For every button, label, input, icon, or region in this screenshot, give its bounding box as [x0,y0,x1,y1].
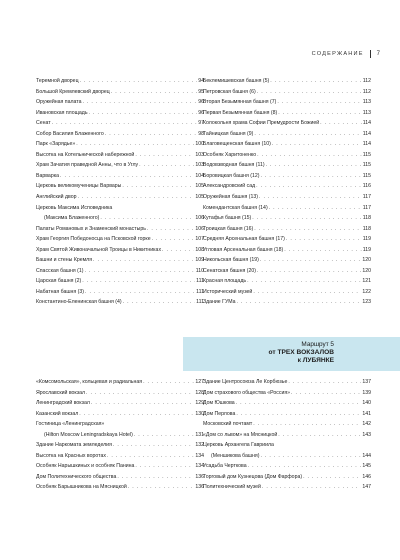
toc-entry-title: Храм Святой Живоначальной Троицы в Никитниках [36,246,162,253]
toc-entry-page: 114 [362,141,371,148]
toc-entry-title: Английский двор [36,194,77,201]
toc-entry-title: Дом Политехнического общества [36,473,117,480]
toc-entry-page: 104 [195,172,204,179]
toc-entry-title: Церковь Архангела Гавриила [203,442,274,449]
dot-leader [253,287,361,298]
dot-leader [100,213,194,224]
toc-entry-page: 136 [195,473,204,480]
toc-entry-title: (Меншикова башня) [211,452,260,459]
dot-leader [89,108,198,119]
toc-entry-title: Московский почтамт [203,421,253,428]
route-title-line2: к ЛУБЯНКЕ [297,357,334,364]
toc-entry [36,419,204,430]
running-header [312,50,380,58]
toc-entry-page: 140 [362,400,371,407]
dot-leader [78,192,195,203]
toc-entry-title: Троицкая башня (16) [203,225,254,232]
toc-entry-page: 105 [195,183,204,190]
toc-entry [203,129,371,140]
toc-entry [36,398,204,409]
toc-entry-title: Особняк Барышникова на Мясницкой [36,484,127,491]
toc-entry-page: 128 [195,389,204,396]
toc-entry-page: 114 [362,130,371,137]
dot-leader [260,451,361,462]
toc-entry-title: Оружейная башня (13) [203,194,259,201]
dot-leader [113,440,194,451]
dot-leader [252,213,361,224]
toc-entry-page: 114 [362,120,371,127]
toc-entry-page: 120 [362,257,371,264]
dot-leader [147,224,194,235]
toc-column-left-bottom [36,377,204,493]
dot-leader [79,409,194,420]
toc-entry-title: Водовзводная башня (11) [203,162,265,169]
dot-leader [123,297,195,308]
toc-entry [36,76,204,87]
toc-entry-page: 115 [362,151,371,158]
toc-entry-page: 142 [362,421,371,428]
dot-leader [303,472,361,483]
route-title-line1: от ТРЕХ ВОКЗАЛОВ [268,349,334,356]
toc-entry [36,150,204,161]
toc-entry-page: 123 [362,299,371,306]
toc-entry-title: Палаты Романовых и Знаменский монастырь [36,225,146,232]
dot-leader [288,377,361,388]
toc-entry-page: 118 [362,225,371,232]
dot-leader [117,472,194,483]
dot-leader [162,245,194,256]
toc-entry [203,409,371,420]
toc-entry-title: Здание Центросоюза Ле Корбюзье [203,379,288,385]
toc-entry [203,97,371,108]
dot-leader [76,139,194,150]
dot-leader [236,398,362,409]
toc-entry-title: Дом Перлова [203,410,236,417]
toc-entry-page: 103 [195,162,204,169]
toc-entry-page: 115 [362,162,371,169]
toc-entry-title: Усадьба Черткова [203,463,247,470]
toc-entry [36,160,204,171]
toc-entry-title: Беклемишевская башня (5) [203,78,270,84]
toc-entry-title: Спасская башня (1) [36,267,84,274]
dot-leader [85,287,195,298]
toc-column-right-top [203,76,371,308]
toc-entry [203,377,371,388]
dot-leader [270,76,362,87]
toc-entry [203,139,371,150]
dot-leader [259,192,362,203]
toc-entry-title: Константино-Еленинская башня (4) [36,299,122,306]
toc-entry-title: Ивановская площадь [36,109,88,116]
toc-entry-title: Политехнический музей [203,484,261,491]
toc-entry [36,287,204,298]
toc-entry [36,266,204,277]
toc-entry [36,377,204,388]
toc-entry-title: Теремной дворец [36,78,79,84]
toc-entry-page: 127 [195,379,204,385]
toc-entry [203,213,371,224]
toc-entry-page: 110 [195,267,204,274]
toc-entry-page: 119 [362,246,371,253]
dot-leader [128,482,195,493]
dot-leader [256,181,362,192]
toc-entry [203,108,371,119]
toc-entry-title: Оружейная палата [36,99,82,106]
toc-entry-page: 117 [362,204,371,211]
toc-entry-page: 145 [362,463,371,470]
toc-entry [203,181,371,192]
toc-entry-title: «Дом со львом» на Мясницкой [203,431,278,438]
toc-entry-page: 141 [362,410,371,417]
toc-entry [203,472,371,483]
dot-leader [254,224,361,235]
dot-leader [134,430,195,441]
toc-entry-page: 146 [362,473,371,480]
dot-leader [52,118,198,129]
dot-leader [236,409,361,420]
toc-entry-page: 147 [362,484,371,491]
dot-leader [80,76,198,87]
dot-leader [320,118,362,129]
toc-entry-page: 143 [362,431,371,438]
toc-entry [36,97,204,108]
toc-entry-page: 109 [195,257,204,264]
dot-leader [278,430,361,441]
header-divider [370,50,371,58]
toc-entry [36,472,204,483]
dot-leader [266,160,362,171]
dot-leader [260,171,361,182]
toc-entry-title: Боровицкая башня (12) [203,172,260,179]
toc-entry-title: Средняя Арсенальная башня (17) [203,236,285,243]
dot-leader [139,160,194,171]
toc-entry [203,192,371,203]
toc-entry-title: Набатная башня (3) [36,288,84,295]
toc-entry [36,482,204,493]
toc-entry-page: 115 [362,172,371,179]
toc-entry [36,129,204,140]
toc-entry-page: 106 [195,225,204,232]
toc-entry [203,287,371,298]
toc-entry [36,108,204,119]
toc-column-left-top [36,76,204,308]
toc-entry-title: Высотка на Красных воротах [36,452,106,459]
toc-entry [36,139,204,150]
toc-entry-title: Собор Василия Блаженного [36,130,104,137]
toc-entry [203,87,371,98]
toc-entry-page: 116 [362,183,371,190]
dot-leader [253,419,361,430]
toc-entry [203,276,371,287]
toc-entry-title: Варварка [36,172,59,179]
toc-entry-title: Исторический музей [203,288,253,295]
toc-entry-title: Сенатская башня (20) [203,267,256,274]
toc-entry-page: 136 [195,484,204,491]
dot-leader [60,171,194,182]
toc-entry-page: 100 [195,141,204,148]
dot-leader [85,266,195,277]
toc-entry-page: 139 [362,389,371,396]
toc-entry-page: 134 [195,452,204,459]
toc-entry-page: 106 [195,215,204,222]
toc-entry-title: Александровский сад [203,183,256,190]
toc-entry-page: 119 [362,236,371,243]
toc-entry-title: (Hilton Moscow Leningradskaya Hotel) [44,431,133,438]
toc-entry [36,213,204,224]
toc-entry-page: 112 [362,88,371,95]
toc-entry-page: 112 [362,78,371,84]
toc-entry-page: 137 [362,379,371,385]
toc-entry [203,234,371,245]
dot-leader [269,203,362,214]
toc-entry [203,245,371,256]
toc-entry-page: 94 [198,78,204,84]
dot-leader [260,255,362,266]
toc-entry [36,461,204,472]
toc-entry-page: 96 [198,99,204,106]
toc-entry [203,388,371,399]
dot-leader [91,398,194,409]
dot-leader [122,181,194,192]
toc-entry-page: 108 [195,246,204,253]
dot-leader [135,461,194,472]
dot-leader [105,129,198,140]
toc-entry-page: 95 [198,88,204,95]
toc-entry-title: Ленинградский вокзал [36,400,90,407]
toc-entry-page: 129 [195,400,204,407]
toc-entry [36,297,204,308]
toc-entry-title: Церковь Максима Исповедника [36,204,113,211]
toc-entry-page: 122 [362,288,371,295]
toc-entry-page: 131 [195,431,204,438]
toc-entry-title: Кутафья башня (15) [203,215,252,222]
toc-entry-title: Особняк Нарышкиных и особняк Панина [36,463,135,470]
toc-entry [203,203,371,214]
toc-entry [203,430,371,441]
toc-entry [36,87,204,98]
dot-leader [262,482,361,493]
toc-entry-title: Угловая Арсенальная башня (18) [203,246,284,253]
toc-entry [203,451,371,462]
toc-entry-page: 113 [362,99,371,106]
dot-leader [93,255,194,266]
dot-leader [82,97,197,108]
toc-entry-title: «Комсомольская», кольцевая и радиальная [36,379,143,385]
page-number: 7 [376,51,380,57]
toc-entry-title: Вторая Безымянная башня (7) [203,99,277,106]
toc-entry-title: (Максима Блаженного) [44,215,100,222]
toc-entry [36,234,204,245]
toc-entry-title: Особняк Харитоненко [203,151,257,158]
toc-entry [36,451,204,462]
toc-entry-title: Красная площадь [203,278,247,285]
toc-entry-title: Большой Кремлевский дворец [36,88,110,95]
toc-entry [36,409,204,420]
toc-entry-page: 118 [362,215,371,222]
toc-entry [203,150,371,161]
toc-entry [203,171,371,182]
dot-leader [257,266,361,277]
toc-entry [36,171,204,182]
toc-entry-page: 111 [196,278,204,285]
toc-entry [36,203,204,214]
toc-entry-title: Никольская башня (19) [203,257,259,264]
toc-entry-title: Казанский вокзал [36,410,79,417]
route-number: Маршрут 5 [301,341,334,348]
route-banner [183,337,400,371]
toc-entry-page: 98 [198,130,204,137]
dot-leader [86,388,194,399]
toc-entry-title: Парк «Зарядье» [36,141,76,148]
toc-entry-page: 130 [195,410,204,417]
toc-entry-page: 103 [195,151,204,158]
toc-entry-page: 132 [195,442,204,449]
dot-leader [111,87,198,98]
toc-entry-title: Комендантская башня (14) [203,204,268,211]
toc-entry [203,255,371,266]
toc-entry-title: Башни и стены Кремля [36,257,93,264]
toc-entry-page: 113 [362,109,371,116]
dot-leader [254,129,361,140]
dot-leader [284,245,362,256]
toc-entry-title: Сенат [36,120,51,127]
toc-entry [203,461,371,472]
toc-entry [203,266,371,277]
toc-entry-title: Тайницкая башня (9) [203,130,254,137]
dot-leader [291,388,361,399]
toc-entry [36,388,204,399]
toc-entry [203,440,371,451]
toc-entry-title: Храм Георгия Победоносца на Псковской горке [36,236,151,243]
toc-entry-page: 117 [362,194,371,201]
dot-leader [286,234,362,245]
toc-entry-page: 121 [362,278,371,285]
toc-entry-page: 111 [196,299,204,306]
toc-entry-title: Здание ГУМа [203,299,236,306]
toc-entry-title: Благовещенская башня (10) [203,141,271,148]
toc-entry [203,419,371,430]
dot-leader [237,297,362,308]
toc-entry [203,297,371,308]
dot-leader [257,87,362,98]
toc-entry-page: 120 [362,267,371,274]
dot-leader [143,377,194,388]
toc-entry-title: Петровская башня (6) [203,88,256,95]
toc-entry-title: Торговый дом Кузнецова (Дом Фарфора) [203,473,303,480]
section-title: СОДЕРЖАНИЕ [311,51,364,57]
toc-entry-title: Дом страхового общества «Россия» [203,389,291,396]
toc-entry [203,118,371,129]
dot-leader [272,139,362,150]
dot-leader [82,276,195,287]
toc-entry [203,160,371,171]
dot-leader [277,97,361,108]
toc-entry-page: 134 [195,463,204,470]
toc-entry [36,118,204,129]
toc-entry-title: Царская башня (2) [36,278,82,285]
toc-entry-title: Дом Юшкова [203,400,235,407]
toc-entry [36,255,204,266]
toc-entry-title: Ярославский вокзал [36,389,86,396]
toc-entry [36,440,204,451]
toc-entry-title: Колокольня храма Софии Премудрости Божией [203,120,320,127]
toc-entry [203,76,371,87]
toc-entry [203,398,371,409]
toc-entry-page: 144 [362,452,371,459]
toc-entry [36,224,204,235]
toc-entry [36,181,204,192]
toc-entry-page: 111 [196,288,204,295]
toc-entry-title: Первая Безымянная башня (8) [203,109,278,116]
toc-entry [36,276,204,287]
toc-entry [36,192,204,203]
dot-leader [278,108,362,119]
toc-entry-page: 96 [198,109,204,116]
toc-entry [203,224,371,235]
toc-entry [36,245,204,256]
toc-column-right-bottom [203,377,371,493]
toc-entry-page: 107 [195,236,204,243]
toc-entry [203,482,371,493]
toc-entry-title: Гостиница «Ленинградская» [36,421,105,428]
toc-entry-title: Церковь великомученицы Варвары [36,183,122,190]
dot-leader [257,150,362,161]
dot-leader [135,150,194,161]
toc-entry-page: 105 [195,194,204,201]
dot-leader [247,276,361,287]
toc-entry-page: 97 [198,120,204,127]
dot-leader [107,451,194,462]
toc-entry-title: Здание Наркомата земледелия [36,442,112,449]
toc-entry-title: Храм Зачатия праведной Анны, что в Углу [36,162,139,169]
toc-entry [36,430,204,441]
dot-leader [248,461,362,472]
toc-entry-title: Высотка на Котельнической набережной [36,151,135,158]
dot-leader [152,234,195,245]
